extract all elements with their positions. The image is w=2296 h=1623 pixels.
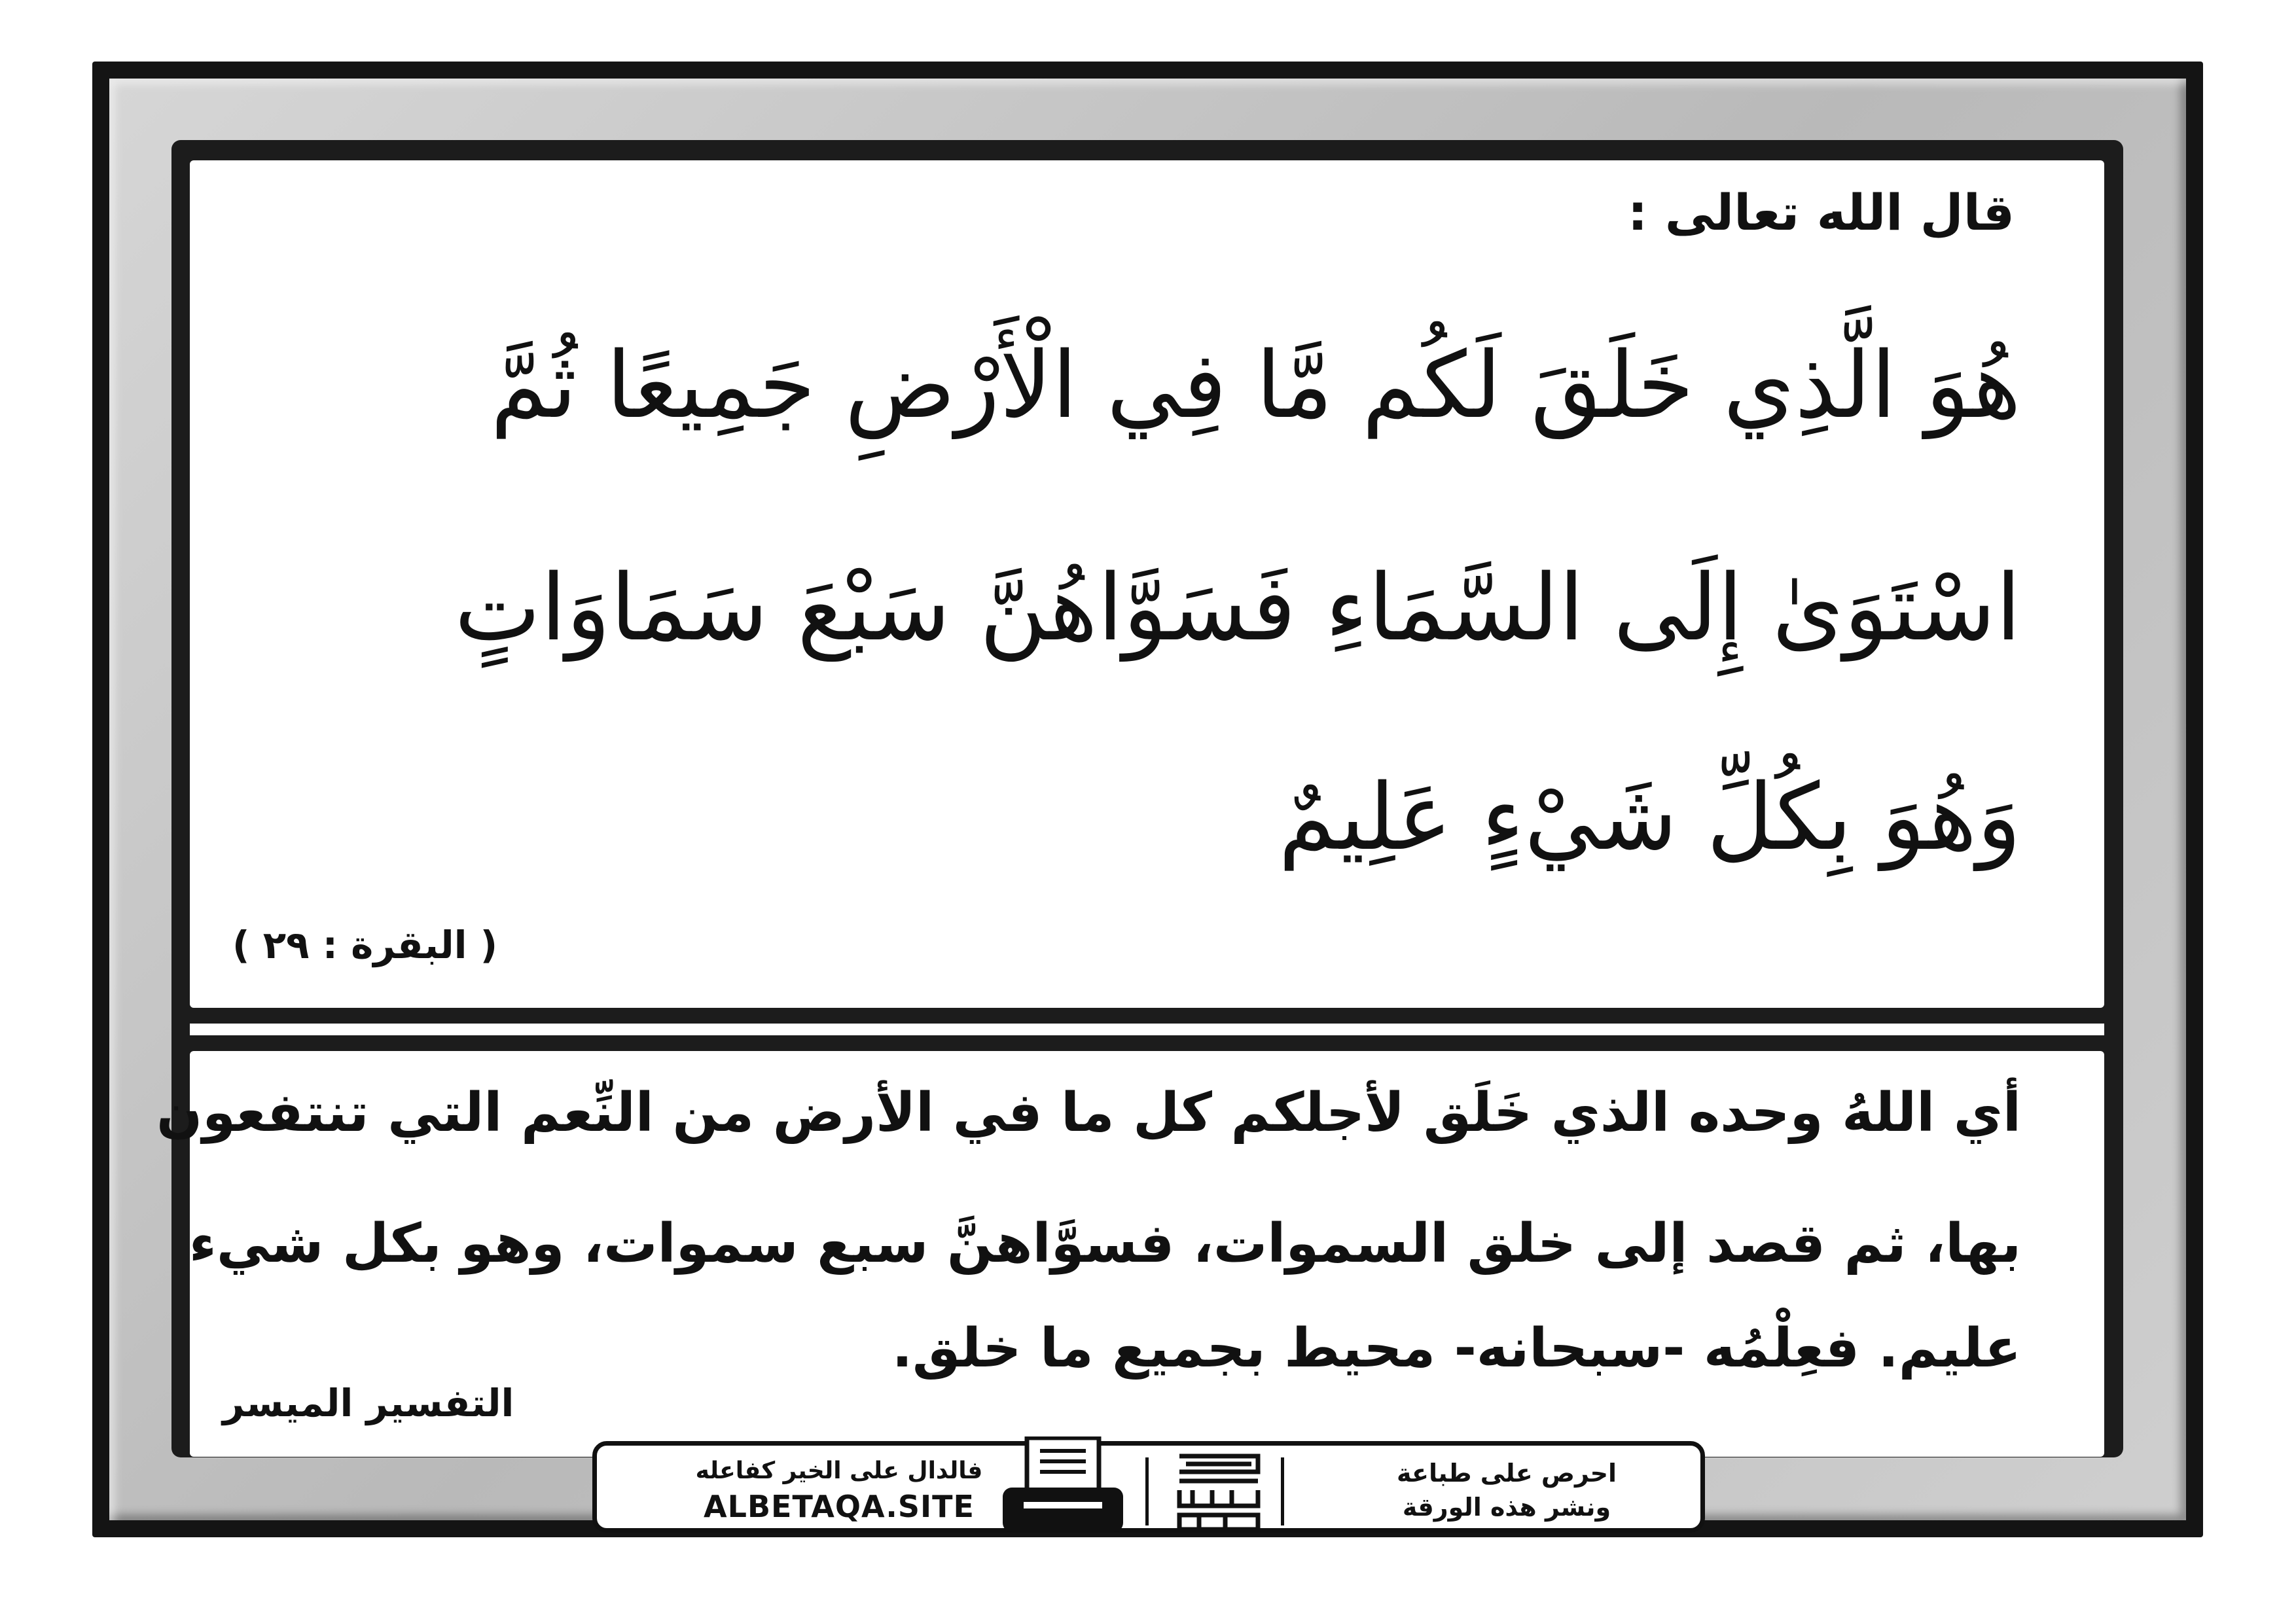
tafsir-line-3: عليم. فعِلْمُه -سبحانه- محيط بجميع ما خلق. <box>891 1317 2021 1380</box>
footer-separator <box>1281 1457 1284 1525</box>
panel-divider <box>190 1024 2104 1035</box>
verse-line-3: وَهُوَ بِكُلِّ شَيْءٍ عَلِيمٌ <box>1278 764 2021 871</box>
footer-site-link[interactable]: ALBETAQA.SITE <box>704 1489 975 1524</box>
verse-reference: ( البقرة : ٢٩ ) <box>232 923 498 967</box>
footer-tagline: فالدال على الخير كفاعله <box>695 1457 983 1484</box>
footer-separator <box>1145 1457 1149 1525</box>
verse-line-2: اسْتَوَىٰ إِلَى السَّمَاءِ فَسَوَّاهُنَّ سَبْعَ سَمَاوَاتٍ <box>454 555 2021 662</box>
tafsir-line-1: أي اللهُ وحده الذي خَلَق لأجلكم كل ما في الأرض من النِّعم التي تنتفعون <box>156 1082 2021 1144</box>
tafsir-line-2: بها، ثم قصد إلى خلق السموات، فسوَّاهنَّ سبع سموات، وهو بكل شيء <box>188 1213 2021 1275</box>
verse-line-1: هُوَ الَّذِي خَلَقَ لَكُم مَّا فِي الْأَرْضِ جَمِيعًا ثُمَّ <box>490 332 2021 439</box>
print-note-line-2: ونشر هذه الورقة <box>1402 1493 1611 1522</box>
printer-icon <box>997 1436 1128 1535</box>
verse-intro: قال الله تعالى : <box>1627 183 2015 241</box>
tafsir-source: التفسير الميسر <box>223 1381 514 1425</box>
print-note-line-1: احرص على طباعة <box>1396 1459 1617 1488</box>
logo-calligraphy-icon <box>1173 1450 1265 1533</box>
footer-banner <box>592 1441 1705 1533</box>
